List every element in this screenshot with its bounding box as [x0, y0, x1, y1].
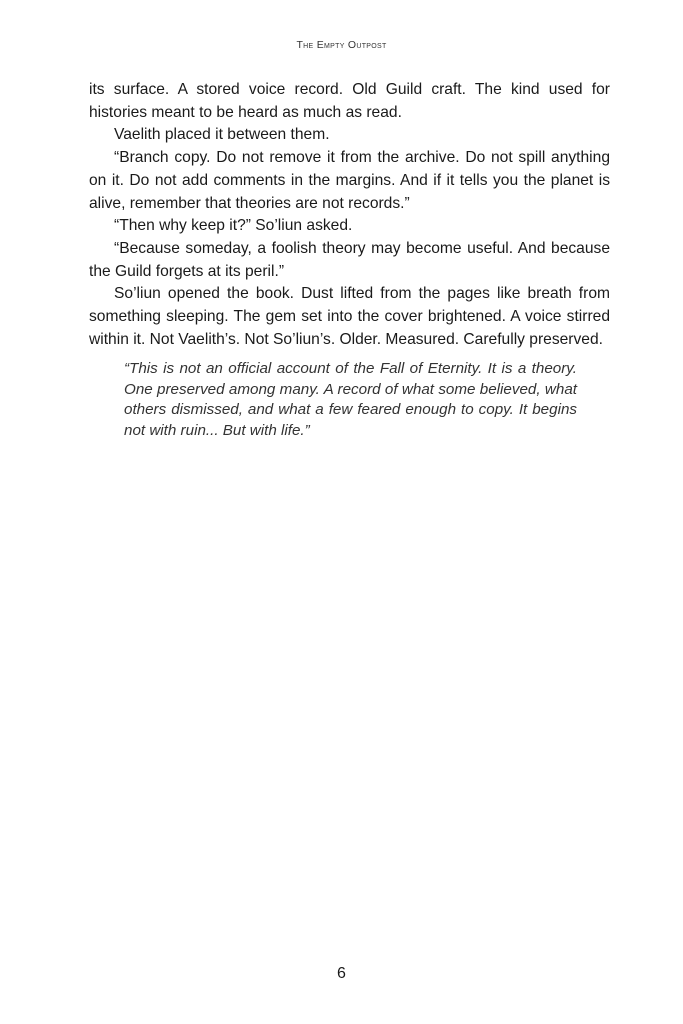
page-body [89, 79, 610, 441]
block-quote: “This is not an official account of the Fall of Eternity. It is a theory. One preserved among many. A record of what some believed, what others dismissed, and what a few feared enough to copy. It begins not with ruin... But with life.” [124, 360, 577, 439]
paragraph: So’liun opened the book. Dust lifted from the pages like breath from something sleeping. The gem set into the cover brightened. A voice stirred within it. Not Vaelith’s. Not So’liun’s. Older. Measured. Carefully preserved. [89, 285, 610, 348]
paragraph: “Then why keep it?” So’liun asked. [114, 217, 353, 235]
running-header: The Empty Outpost [296, 39, 387, 51]
page-number: 6 [337, 965, 346, 982]
paragraph-continued: its surface. A stored voice record. Old Guild craft. The kind used for histories meant to be heard as much as read. [89, 81, 610, 121]
paragraph: Vaelith placed it between them. [114, 126, 330, 144]
paragraph: “Branch copy. Do not remove it from the archive. Do not spill anything on it. Do not add comments in the margins. And if it tells you the planet is alive, remember that theories are not records.” [89, 149, 610, 212]
paragraph: “Because someday, a foolish theory may become useful. And because the Guild forgets at its peril.” [89, 239, 610, 280]
